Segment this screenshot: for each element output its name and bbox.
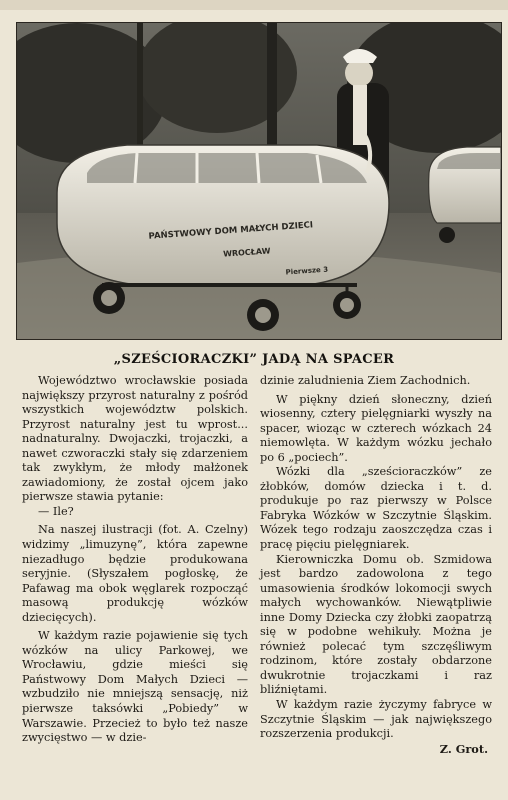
news-photo (16, 22, 502, 340)
photo-illustration (17, 23, 501, 339)
article-column-left (22, 374, 248, 746)
left-paragraph-3: Na naszej ilustracji (fot. A. Czelny) widzimy „limuzynę”, która zapewne niezadługo będzie produkowana seryjnie. (Słyszałem pogłoskę, że Pafawag ma obok węglarek rozpocząć masową produkcję wózków dziecięcych). (22, 523, 248, 624)
left-paragraph-2: — Ile? (38, 504, 74, 518)
right-paragraph-4: Kierowniczka Domu ob. Szmidowa jest bardzo zadowolona z tego umasowienia środków lokomocji swych małych wychowanków. Niewątpliwie inne Domy Dziecka czy żłobki zaopatrzą się w podobne wehikuły. Można je również polecać tym szczęśliwym rodzinom, które zostały obdarzone dwukrotnie trojaczkami i raz bliźniętami. (260, 552, 492, 697)
right-paragraph-3: Wózki dla „sześcioraczków” ze żłobków, domów dziecka i t. d. produkuje po raz pierwszy w Polsce Fabryka Wózków w Szczytnie Śląskim. Wózek tego rodzaju zaoszczędza czas i pracę pięciu pielęgniarek. (260, 465, 492, 552)
author-signature: Z. Grot. (439, 741, 488, 756)
right-paragraph-2: W piękny dzień słoneczny, dzień wiosenny, cztery pielęgniarki wyszły na spacer, wioząc w czterech wózkach 24 niemowlęta. W każdym wózku jechało po 6 „pociech”. (260, 392, 492, 464)
article-column-right (260, 374, 492, 756)
left-paragraph-1: Województwo wrocławskie posiada największy przyrost naturalny z pośród wszystkich województw polskich. Przyrost naturalny jest tu wprost... nadnaturalny. Dwojaczki, trojaczki, a nawet czworaczki stały się zdarzeniem tak zwykłym, że młody małżonek zawiadomiony, że został ojcem jako pierwsze stawia pytanie: (22, 374, 248, 504)
article-headline: „SZEŚCIORACZKI” JADĄ NA SPACER (113, 352, 395, 367)
carriage-label-1: PAŃSTWOWY DOM MAŁYCH DZIECI (148, 220, 314, 242)
carriage-label-2: WROCŁAW (222, 246, 271, 259)
left-paragraph-4: W każdym razie pojawienie się tych wózków na ulicy Parkowej, we Wrocławiu, gdzie mieści się Państwowy Dom Małych Dzieci — wzbudziło nie mniejszą sensację, niż pierwsze taksówki „Pobiedy” w Warszawie. Przecież to było też nasze zwycięstwo — w dzie- (22, 629, 248, 745)
right-paragraph-1: dzinie zaludnienia Ziem Zachodnich. (260, 374, 471, 387)
right-paragraph-5: W każdym razie życzymy fabryce w Szczytnie Śląskim — jak największego rozszerzenia produkcji. (260, 698, 492, 741)
page-top-strip (0, 0, 508, 10)
carriage-label-3: Pierwsze 3 (285, 265, 329, 277)
